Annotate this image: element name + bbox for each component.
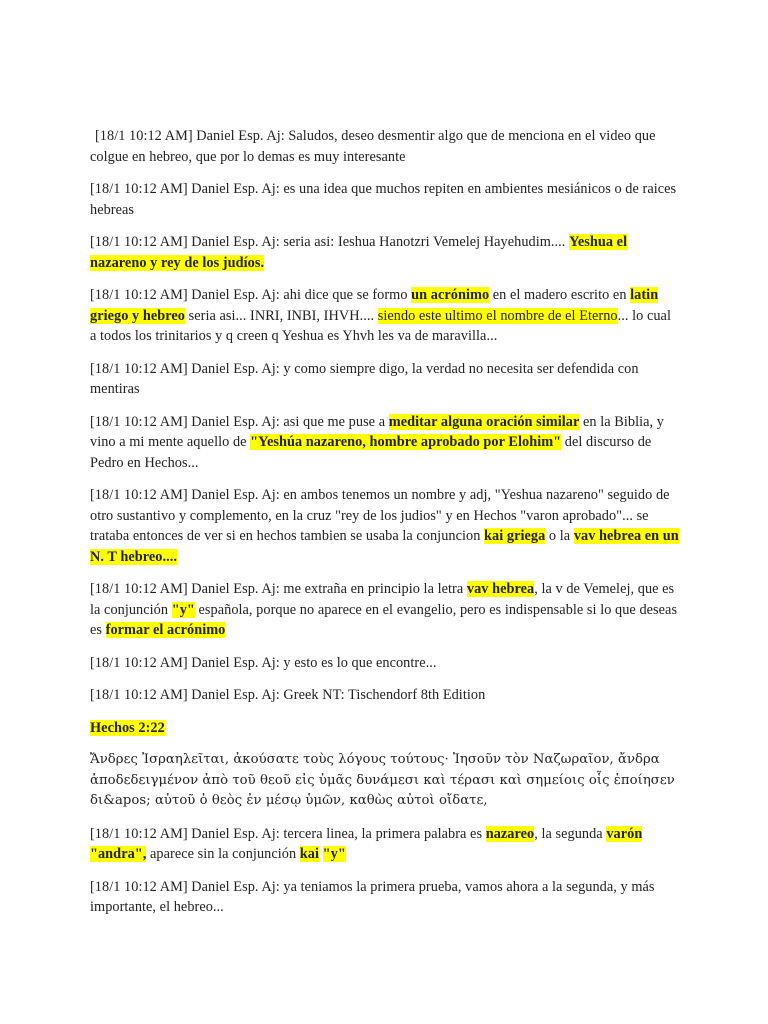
text-run: [18/1 10:12 AM] Daniel Esp. Aj: me extraña en principio la letra (90, 581, 467, 597)
highlighted-text: "y" (322, 846, 346, 862)
highlighted-text: kai griega (484, 528, 546, 544)
chat-message (90, 653, 680, 674)
highlighted-text: Hechos 2:22 (90, 719, 165, 736)
chat-message (90, 579, 680, 641)
text-run: [18/1 10:12 AM] Daniel Esp. Aj: Saludos, deseo desmentir algo que de menciona en el video que colgue en hebreo, que por lo demas es muy interesante (90, 128, 656, 165)
greek-verse (90, 750, 680, 812)
chat-message (90, 824, 680, 865)
text-run: seria asi... INRI, INBI, IHVH.... (185, 307, 378, 324)
chat-message (90, 485, 680, 567)
text-run: , la v de Vemelej, que es la conjunción (90, 581, 675, 618)
text-run: en el madero escrito en (489, 287, 631, 303)
text-run: [18/1 10:12 AM] Daniel Esp. Aj: tercera linea, la primera palabra es (90, 825, 486, 842)
highlighted-text: kai (299, 846, 320, 862)
chat-message (90, 412, 680, 474)
text-run: [18/1 10:12 AM] Daniel Esp. Aj: Greek NT: Tischendorf 8th Edition (90, 687, 486, 703)
text-run: [18/1 10:12 AM] Daniel Esp. Aj: es una idea que muchos repiten en ambientes mesiánicos o de raices hebreas (90, 181, 677, 218)
highlighted-text: siendo este ultimo el nombre de el Eterno (377, 307, 618, 324)
text-run: [18/1 10:12 AM] Daniel Esp. Aj: ya teniamos la primera prueba, vamos ahora a la segunda, y más importante, el hebreo... (90, 878, 655, 915)
text-run: o la (545, 528, 574, 544)
highlighted-text: vav hebrea en un N. T hebreo.... (90, 528, 679, 565)
text-run: [18/1 10:12 AM] Daniel Esp. Aj: y como siempre digo, la verdad no necesita ser defendida con mentiras (90, 360, 639, 397)
chat-message (90, 359, 680, 400)
text-run: española, porque no aparece en el evangelio, pero es indispensable si lo que deseas es (90, 601, 678, 638)
highlighted-text: Yeshua el nazareno y rey de los judíos. (90, 234, 628, 271)
text-run: [18/1 10:12 AM] Daniel Esp. Aj: en ambos tenemos un nombre y adj, "Yeshua nazareno" seguido de otro sustantivo y complemento, en la cruz "rey de los judios" y en Hechos "varon aprobado"... se trataba entonces de ver si en hechos tambien se usaba la conjuncion (90, 487, 670, 544)
highlighted-text: latin griego y hebreo (90, 287, 659, 324)
section-heading (90, 718, 680, 739)
text-run: [18/1 10:12 AM] Daniel Esp. Aj: seria asi: Ieshua Hanotzri Vemelej Hayehudim.... (90, 234, 570, 250)
text-run: en la Biblia, y vino a mi mente aquello de (90, 413, 664, 450)
text-run: [18/1 10:12 AM] Daniel Esp. Aj: ahi dice que se formo (90, 287, 412, 303)
chat-message (90, 126, 680, 167)
highlighted-text: meditar alguna oración similar (388, 413, 580, 430)
text-run: aparece sin la conjunción (146, 846, 300, 862)
chat-message (90, 232, 680, 273)
chat-message (90, 685, 680, 706)
chat-message (90, 285, 680, 347)
text-run: Ἄνδρες Ἰσραηλεῖται, ἀκούσατε τοὺς λόγους τούτους· Ἰησοῦν τὸν Ναζωραῖον, ἄνδρα ἀποδεδειγμένον ἀπὸ τοῦ θεοῦ εἰς ὑμᾶς δυνάμεσι καὶ τέρασι καὶ σημείοις οἷς ἐποίησεν δι&apos; αὐτοῦ ὁ θεὸς ἐν μέσῳ ὑμῶν, καθὼς αὐτοὶ οἴδατε, (90, 752, 675, 808)
text-run: del discurso de Pedro en Hechos... (90, 434, 652, 471)
text-run: [18/1 10:12 AM] Daniel Esp. Aj: asi que me puse a (90, 413, 389, 430)
text-run: [18/1 10:12 AM] Daniel Esp. Aj: y esto es lo que encontre... (90, 654, 437, 671)
highlighted-text: nazareo (485, 825, 535, 842)
text-run: ... lo cual a todos los trinitarios y q creen q Yeshua es Yhvh les va de maravilla... (90, 307, 671, 344)
highlighted-text: un acrónimo (411, 287, 490, 303)
highlighted-text: varón "andra", (90, 825, 643, 862)
highlighted-text: formar el acrónimo (105, 622, 226, 638)
chat-message (90, 877, 680, 918)
highlighted-text: "y" (171, 601, 195, 618)
highlighted-text: "Yeshúa nazareno, hombre aprobado por Elohim" (250, 434, 562, 450)
highlighted-text: vav hebrea (466, 581, 535, 597)
text-run: , la segunda (534, 825, 607, 842)
chat-message (90, 179, 680, 220)
